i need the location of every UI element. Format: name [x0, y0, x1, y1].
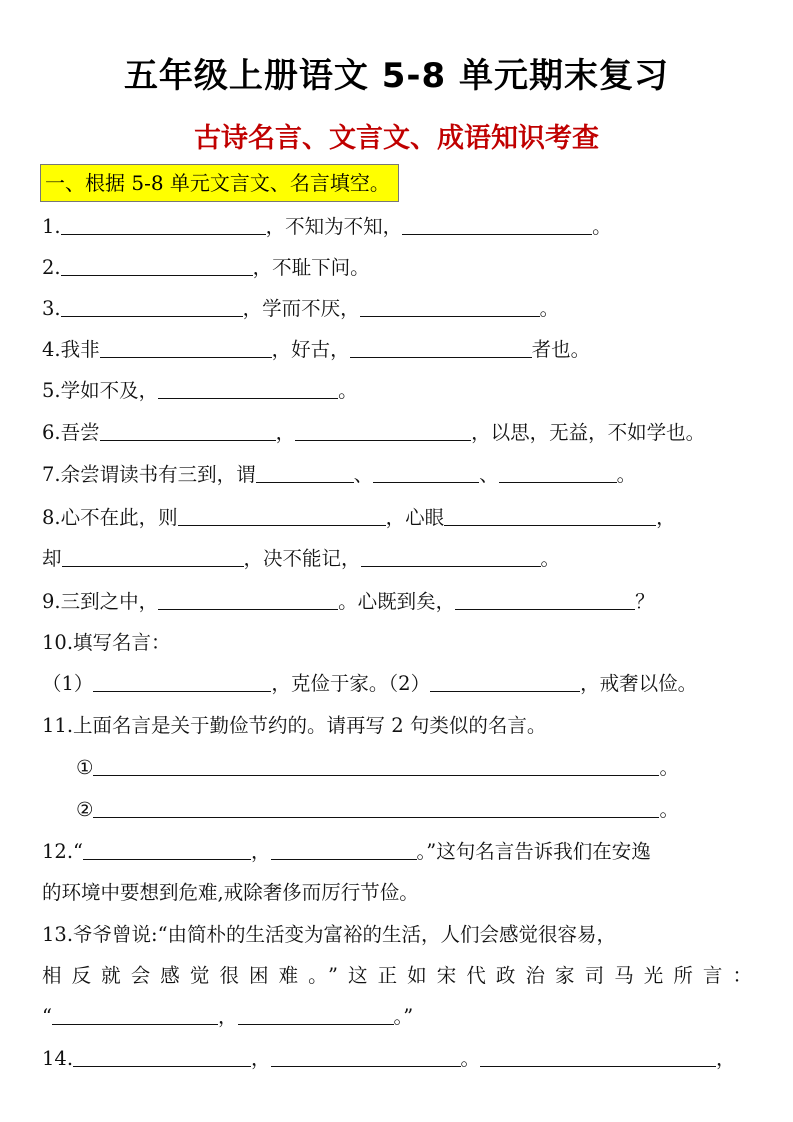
question-2: 2. ，不耻下问。: [42, 256, 370, 279]
page-subtitle: 古诗名言、文言文、成语知识考查: [194, 123, 599, 154]
question-12-line-2: 的环境中要想到危难,戒除奢侈而厉行节俭。: [42, 881, 419, 904]
answer-blank[interactable]: [100, 337, 272, 358]
question-13-line-3: “ ， 。”: [42, 1005, 414, 1028]
question-8-line-2: 却 ，决不能记， 。: [42, 547, 561, 570]
answer-blank[interactable]: [158, 378, 338, 399]
answer-blank[interactable]: [499, 462, 617, 483]
answer-blank[interactable]: [73, 1046, 251, 1067]
section-heading: 一、根据 5-8 单元文言文、名言填空。: [40, 164, 399, 202]
question-11-item-2: ② 。: [76, 798, 679, 821]
answer-blank[interactable]: [238, 1004, 394, 1025]
question-11-item-1: ① 。: [76, 756, 679, 779]
answer-blank[interactable]: [430, 671, 580, 692]
answer-blank[interactable]: [52, 1004, 218, 1025]
answer-blank[interactable]: [93, 671, 271, 692]
question-14: 14. ， 。 ，: [42, 1047, 736, 1070]
answer-blank[interactable]: [61, 255, 253, 276]
question-1: 1. ，不知为不知， 。: [42, 215, 612, 238]
answer-blank[interactable]: [455, 589, 635, 610]
answer-blank[interactable]: [93, 797, 659, 818]
question-8: 8.心不在此，则 ，心眼 ，: [42, 506, 676, 529]
answer-blank[interactable]: [83, 839, 251, 860]
question-3: 3. ，学而不厌， 。: [42, 297, 560, 320]
answer-blank[interactable]: [360, 296, 540, 317]
question-7: 7.余尝谓读书有三到，谓 、 、 。: [42, 463, 637, 486]
answer-blank[interactable]: [62, 546, 244, 567]
page-title: 五年级上册语文 5-8 单元期末复习: [123, 56, 670, 96]
question-11: 11.上面名言是关于勤俭节约的。请再写 2 句类似的名言。: [42, 714, 547, 737]
answer-blank[interactable]: [480, 1046, 716, 1067]
question-9: 9.三到之中， 。心既到矣， ？: [42, 590, 655, 613]
answer-blank[interactable]: [361, 546, 541, 567]
answer-blank[interactable]: [271, 839, 417, 860]
answer-blank[interactable]: [93, 755, 659, 776]
answer-blank[interactable]: [295, 420, 471, 441]
question-12: 12.“ ， 。”这句名言告诉我们在安逸: [42, 840, 651, 863]
question-10: 10.填写名言：: [42, 631, 171, 654]
answer-blank[interactable]: [256, 462, 354, 483]
answer-blank[interactable]: [402, 214, 592, 235]
answer-blank[interactable]: [271, 1046, 461, 1067]
question-13-line-2: 相反就会感觉很困难。”这正如宋代政治家司马光所言：: [42, 964, 752, 987]
question-10-items: （1） ，克俭于家。（2） ，戒奢以俭。: [42, 672, 698, 695]
answer-blank[interactable]: [373, 462, 479, 483]
question-5: 5.学如不及， 。: [42, 379, 358, 402]
question-4: 4.我非 ，好古， 者也。: [42, 338, 591, 361]
question-6: 6.吾尝 ， ，以思，无益，不如学也。: [42, 421, 706, 444]
answer-blank[interactable]: [100, 420, 276, 441]
answer-blank[interactable]: [158, 589, 338, 610]
question-13: 13.爷爷曾说:“由简朴的生活变为富裕的生活，人们会感觉很容易，: [42, 923, 617, 946]
answer-blank[interactable]: [61, 214, 266, 235]
answer-blank[interactable]: [444, 505, 656, 526]
answer-blank[interactable]: [350, 337, 532, 358]
answer-blank[interactable]: [61, 296, 243, 317]
answer-blank[interactable]: [178, 505, 386, 526]
